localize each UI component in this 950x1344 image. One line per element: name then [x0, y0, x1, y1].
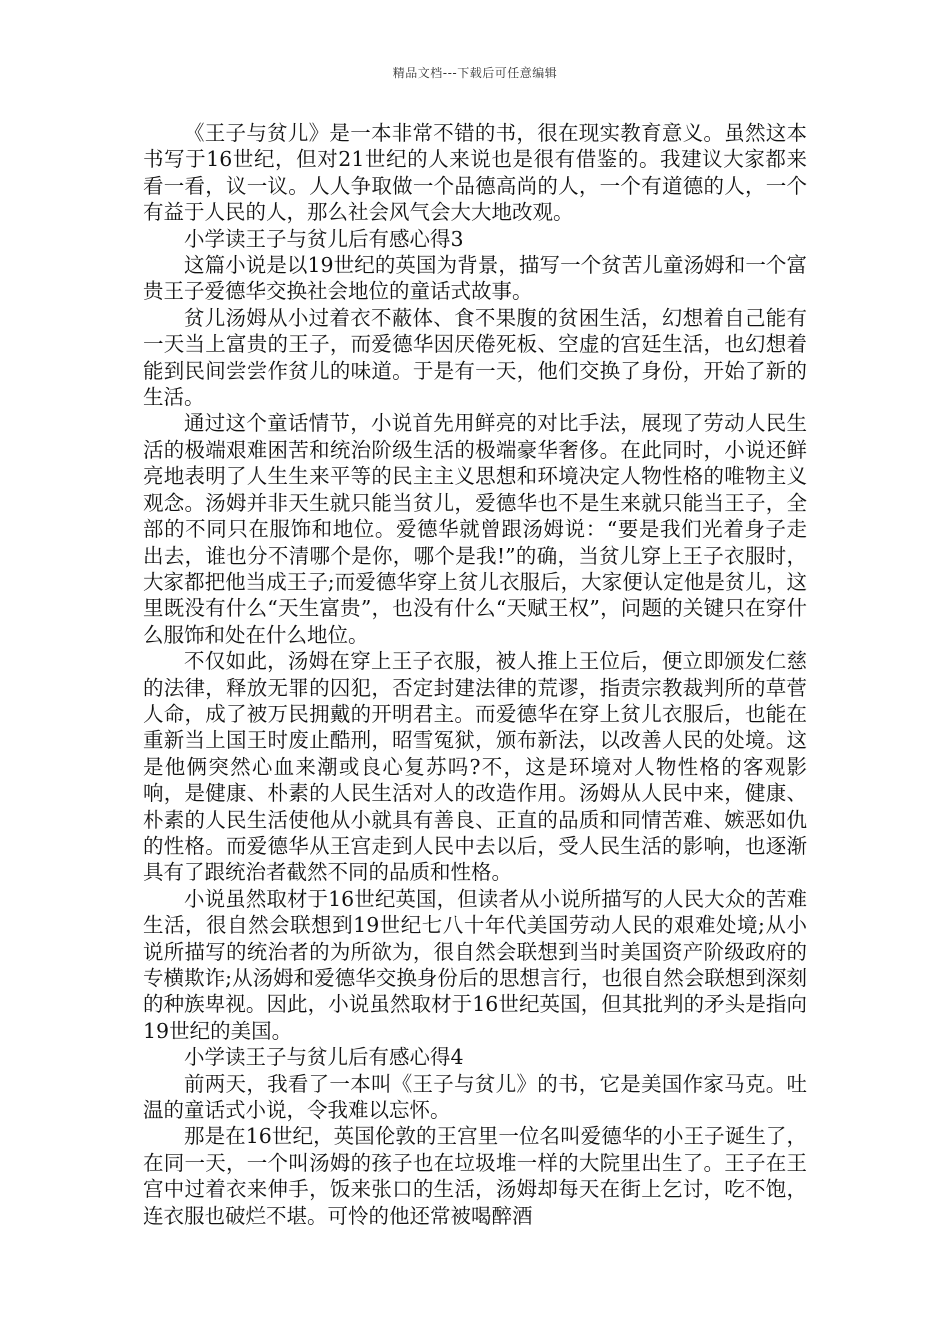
- body-paragraph: 那是在16世纪，英国伦敦的王宫里一位名叫爱德华的小王子诞生了，在同一天，一个叫汤姆的孩子也在垃圾堆一样的大院里出生了。王子在王宫中过着衣来伸手，饭来张口的生活，汤姆却每天在街上乞讨，吃不饱，连衣服也破烂不堪。可怜的他还常被喝醉酒: [143, 1124, 807, 1228]
- section-heading: 小学读王子与贫儿后有感心得4: [184, 1045, 464, 1070]
- body-paragraph: 《王子与贫儿》是一本非常不错的书，很在现实教育意义。虽然这本书写于16世纪，但对21世纪的人来说也是很有借鉴的。我建议大家都来看一看，议一议。人人争取做一个品德高尚的人，一个有道德的人，一个有益于人民的人，那么社会风气会大大地改观。: [143, 121, 807, 225]
- body-paragraph: 通过这个童话情节，小说首先用鲜亮的对比手法，展现了劳动人民生活的极端艰难困苦和统治阶级生活的极端豪华奢侈。在此同时，小说还鲜亮地表明了人生生来平等的民主主义思想和环境决定人物性格的唯物主义观念。汤姆并非天生就只能当贫儿，爱德华也不是生来就只能当王子，全部的不同只在服饰和地位。爱德华就曾跟汤姆说：“要是我们光着身子走出去，谁也分不清哪个是你，哪个是我!”的确，当贫儿穿上王子衣服时，大家都把他当成王子;而爱德华穿上贫儿衣服后，大家便认定他是贫儿，这里既没有什么“天生富贵”，也没有什么“天赋王权”，问题的关键只在穿什么服饰和处在什么地位。: [143, 411, 807, 647]
- body-paragraph: 小说虽然取材于16世纪英国，但读者从小说所描写的人民大众的苦难生活，很自然会联想到19世纪七八十年代美国劳动人民的艰难处境;从小说所描写的统治者的为所欲为，很自然会联想到当时美国资产阶级政府的专横欺诈;从汤姆和爱德华交换身份后的思想言行，也很自然会联想到深刻的种族卑视。因此，小说虽然取材于16世纪英国，但其批判的矛头是指向19世纪的美国。: [143, 886, 807, 1043]
- body-paragraph: 不仅如此，汤姆在穿上王子衣服，被人推上王位后，便立即颁发仁慈的法律，释放无罪的囚犯，否定封建法律的荒谬，指责宗教裁判所的草菅人命，成了被万民拥戴的开明君主。而爱德华在穿上贫儿衣服后，也能在重新当上国王时废止酷刑，昭雪冤狱，颁布新法，以改善人民的处境。这是他俩突然心血来潮或良心复苏吗?不，这是环境对人物性格的客观影响，是健康、朴素的人民生活对人的改造作用。汤姆从人民中来，健康、朴素的人民生活使他从小就具有善良、正直的品质和同情苦难、嫉恶如仇的性格。而爱德华从王宫走到人民中去以后，受人民生活的影响，也逐渐具有了跟统治者截然不同的品质和性格。: [143, 649, 807, 885]
- page-header: 精品文档---下载后可任意编辑: [392, 66, 558, 80]
- section-heading: 小学读王子与贫儿后有感心得3: [184, 226, 464, 251]
- body-paragraph: 前两天，我看了一本叫《王子与贫儿》的书，它是美国作家马克。吐温的童话式小说，令我难以忘怀。: [143, 1071, 807, 1123]
- body-paragraph: 贫儿汤姆从小过着衣不蔽体、食不果腹的贫困生活，幻想着自己能有一天当上富贵的王子，而爱德华因厌倦死板、空虚的宫廷生活，也幻想着能到民间尝尝作贫儿的味道。于是有一天，他们交换了身份，开始了新的生活。: [143, 305, 807, 410]
- document-body: [143, 120, 807, 1229]
- body-paragraph: 这篇小说是以19世纪的英国为背景，描写一个贫苦儿童汤姆和一个富贵王子爱德华交换社会地位的童话式故事。: [143, 253, 807, 304]
